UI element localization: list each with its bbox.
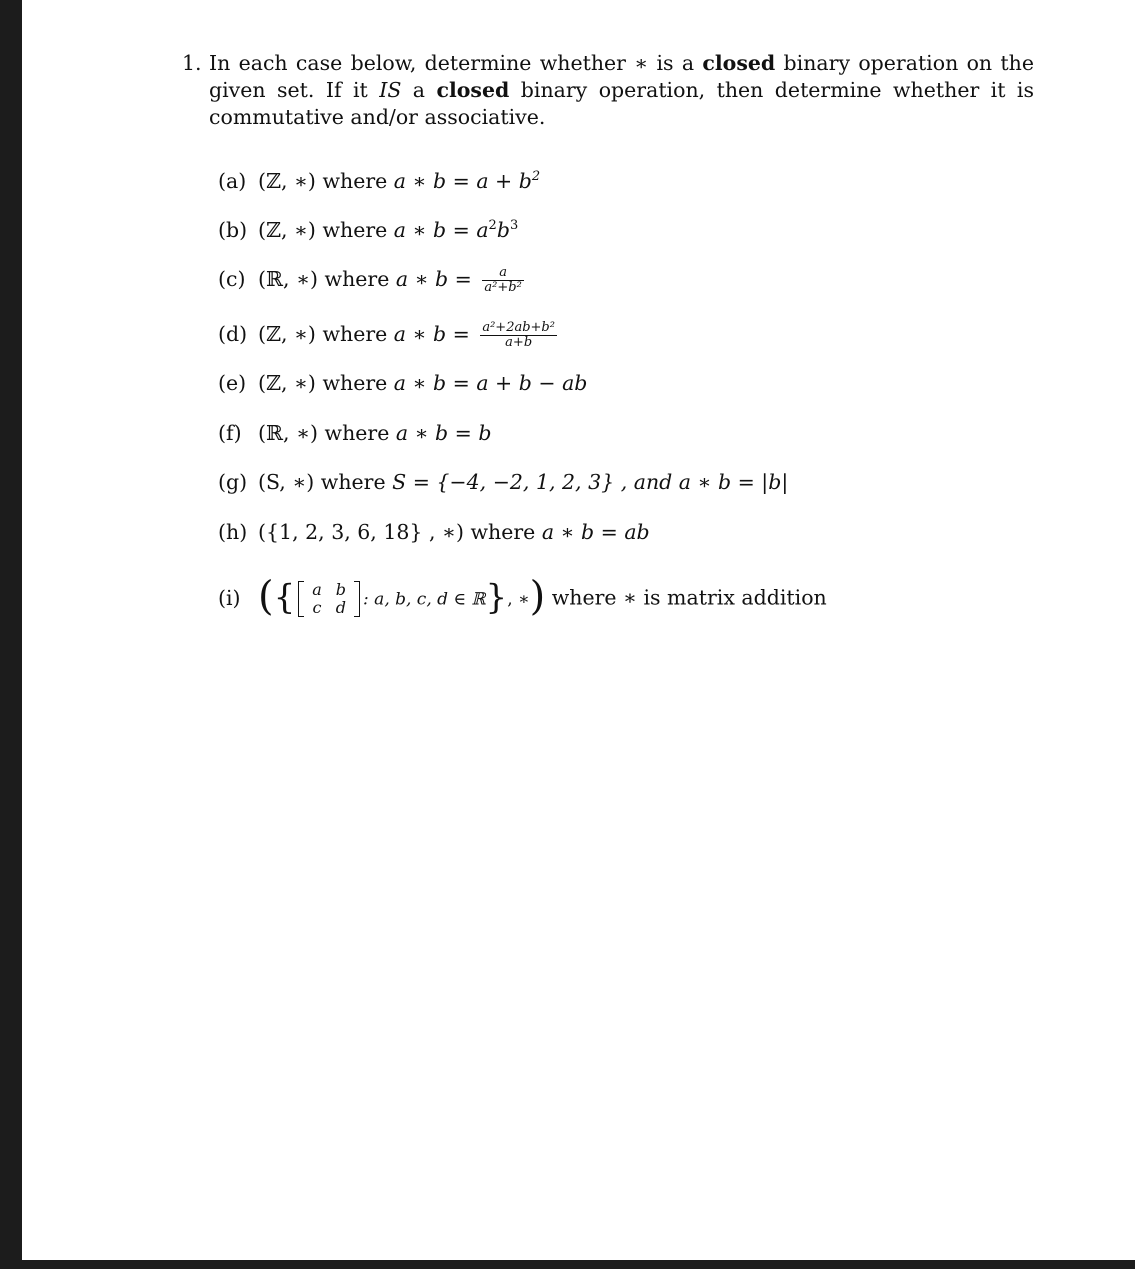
problem-text: In each case below, determine whether ∗ is a closed binary operation on the given set. If it IS a closed binary operation, then determine whether it is commutative and/or associative. (209, 51, 1034, 129)
item-i: (i) ({ a b c d : a, b, c, d ∈ ℝ}, ∗) where ∗ is matrix addition (218, 573, 827, 620)
right-brace: } (485, 577, 508, 618)
fraction: $\frac{\text{a²+2ab+b²}}{a+b}$ (482, 320, 555, 350)
matrix: a b c d (298, 581, 360, 617)
document-page (22, 0, 1135, 1260)
problem-number: 1. (182, 51, 202, 75)
left-brace: { (273, 577, 296, 618)
left-paren: ( (258, 573, 274, 620)
item-a: (a) (ℤ, ∗) where a ∗ $b = a + b^2$ (218, 169, 541, 193)
item-d: (d) (ℤ, ∗) where a ∗ b = $\frac{\text{a²+2ab+b²}}{a+b}$ (218, 320, 555, 350)
item-g: (g) (S, ∗) where S = {−4, −2, 1, 2, 3} , and a ∗ b = |b| (218, 470, 789, 494)
right-paren: ) (529, 573, 546, 620)
item-f: (f) (ℝ, ∗) where a ∗ b = b (218, 421, 492, 445)
item-b: (b) (ℤ, ∗) where a ∗ $b = a^2b^3$ (218, 218, 519, 242)
fraction: $\frac{a}{\text{a²+b²}}$ (484, 265, 522, 295)
item-h: (h) ({1, 2, 3, 6, 18} , ∗) where a ∗ b = ab (218, 520, 650, 544)
item-e: (e) (ℤ, ∗) where a ∗ b = a + b − ab (218, 371, 588, 395)
item-c: (c) (ℝ, ∗) where a ∗ b = $\frac{a}{\text{a²+b²}}$ (218, 265, 522, 295)
